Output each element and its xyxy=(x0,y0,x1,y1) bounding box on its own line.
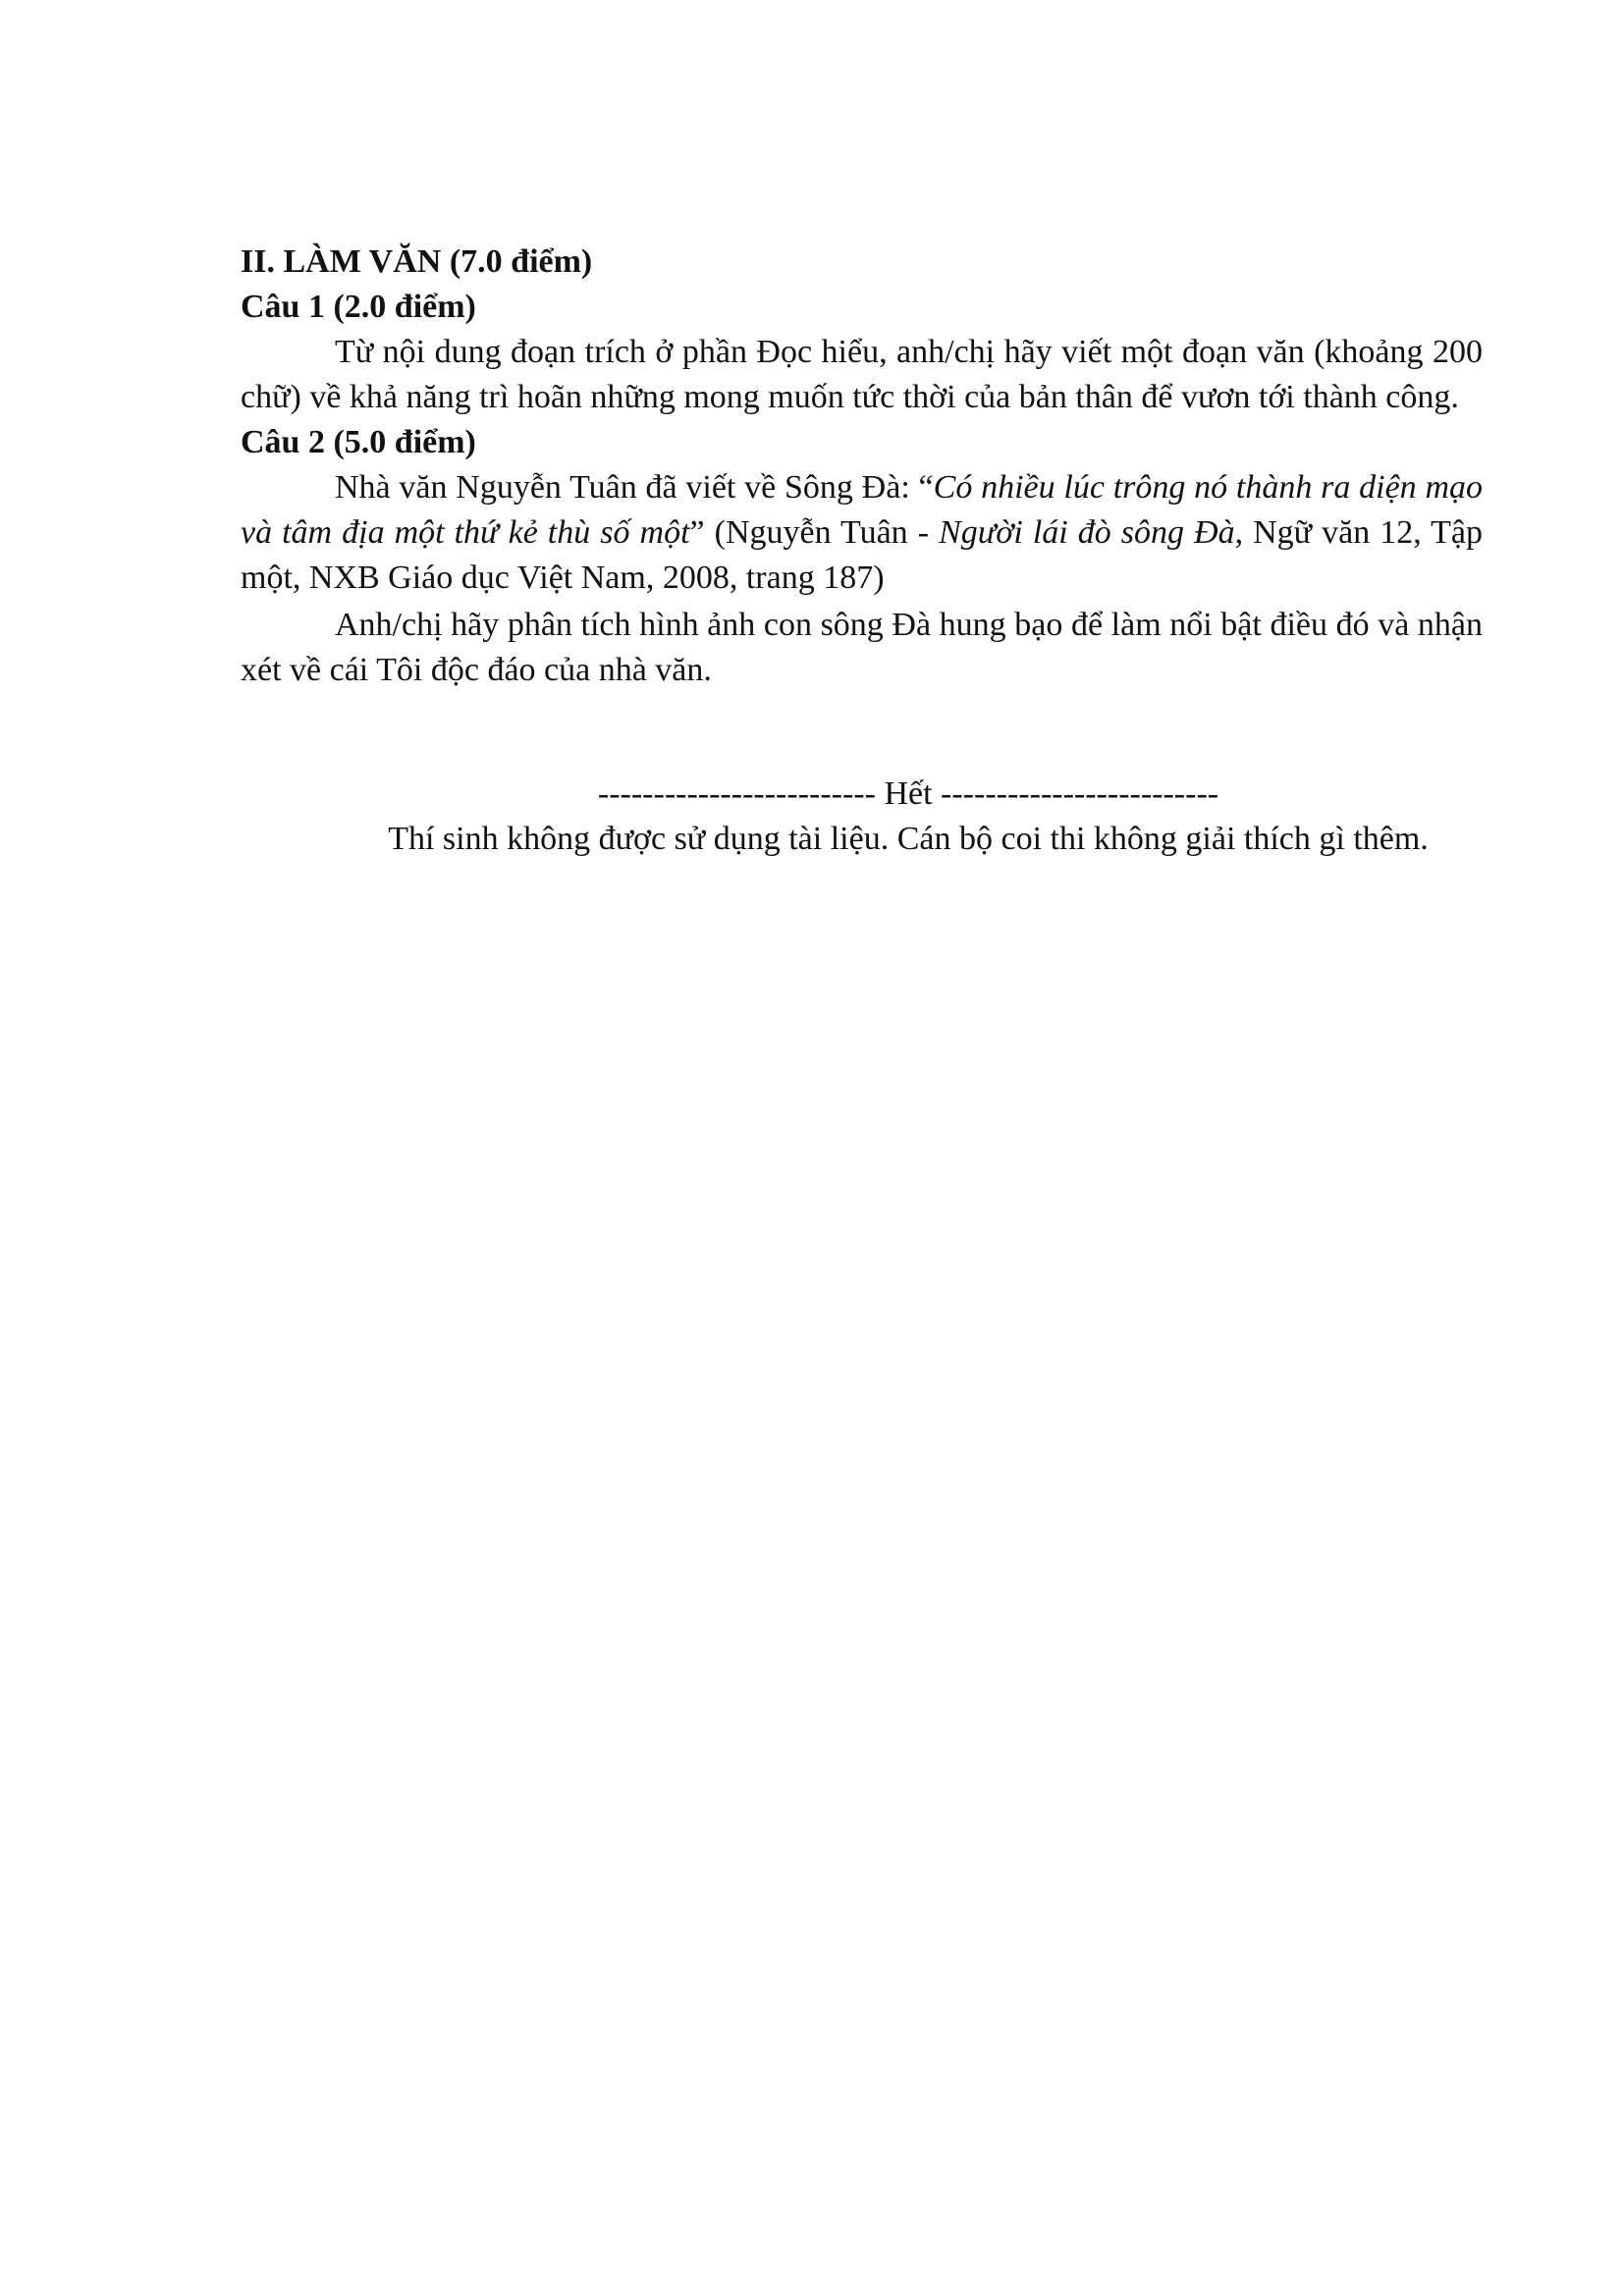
question-2-work-title: Người lái đò sông Đà xyxy=(939,514,1235,551)
question-2-prompt xyxy=(241,465,1483,601)
end-marker: ------------------------- Hết ------------------------- xyxy=(597,775,1219,812)
essay-section xyxy=(241,240,1483,693)
question-1-text: Từ nội dung đoạn trích ở phần Đọc hiểu, anh/chị hãy viết một đoạn văn (khoảng 200 chữ) về khả năng trì hoãn những mong muốn tức thời của bản thân để vươn tới thành công. xyxy=(241,334,1483,415)
question-2-quote: Có nhiều lúc trông nó thành ra diện mạo và tâm địa một thứ kẻ thù số một xyxy=(241,469,1484,551)
exam-footer xyxy=(241,772,1576,862)
question-1-title: Câu 1 (2.0 điểm) xyxy=(241,289,476,325)
section-title: II. LÀM VĂN (7.0 điểm) xyxy=(241,243,593,280)
question-2-citation-prefix: ” (Nguyễn Tuân - xyxy=(689,514,940,551)
question-2-source: , Ngữ văn 12, Tập một, NXB Giáo dục Việt Nam, 2008, trang 187) xyxy=(241,514,1483,596)
exam-note: Thí sinh không được sử dụng tài liệu. Cán bộ coi thi không giải thích gì thêm. xyxy=(388,821,1429,857)
question-2-task: Anh/chị hãy phân tích hình ảnh con sông Đà hung bạo để làm nổi bật điều đó và nhận xét về cái Tôi độc đáo của nhà văn. xyxy=(241,607,1483,688)
question-2-title: Câu 2 (5.0 điểm) xyxy=(241,424,476,460)
question-2-intro: Nhà văn Nguyễn Tuân đã viết về Sông Đà: “ xyxy=(335,469,934,506)
